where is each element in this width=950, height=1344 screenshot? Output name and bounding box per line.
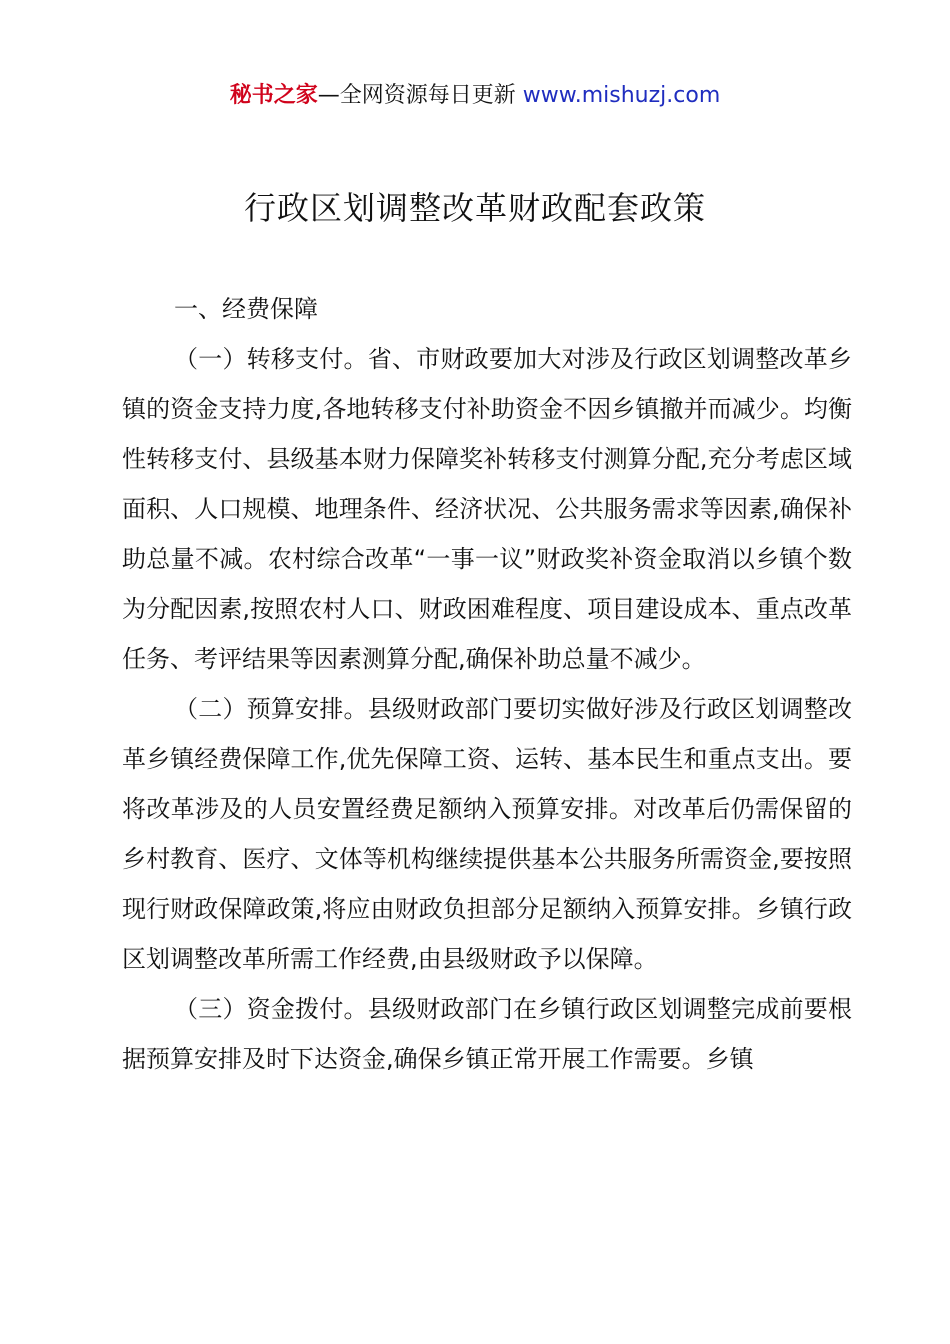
site-brand: 秘书之家: [229, 83, 318, 108]
document-title: 行政区划调整改革财政配套政策: [243, 189, 706, 227]
site-tagline: —全网资源每日更新: [317, 83, 523, 108]
site-url-link[interactable]: www.mishuzj.com: [522, 83, 721, 108]
site-header: [0, 78, 950, 114]
paragraph-budget-arrangement: （二）预算安排。县级财政部门要切实做好涉及行政区划调整改革乡镇经费保障工作,优先保障工资、运转、基本民生和重点支出。要将改革涉及的人员安置经费足额纳入预算安排。对改革后仍需保留的乡村教育、医疗、文体等机构继续提供基本公共服务所需资金,要按照现行财政保障政策,将应由财政负担部分足额纳入预算安排。乡镇行政区划调整改革所需工作经费,由县级财政予以保障。: [122, 695, 852, 973]
section-heading: 一、经费保障: [174, 295, 318, 323]
document-body: [122, 284, 852, 1084]
paragraph-fund-allocation: （三）资金拨付。县级财政部门在乡镇行政区划调整完成前要根据预算安排及时下达资金,确保乡镇正常开展工作需要。乡镇: [122, 995, 852, 1073]
paragraph-transfer-payment: （一）转移支付。省、市财政要加大对涉及行政区划调整改革乡镇的资金支持力度,各地转移支付补助资金不因乡镇撤并而减少。均衡性转移支付、县级基本财力保障奖补转移支付测算分配,充分考虑区域面积、人口规模、地理条件、经济状况、公共服务需求等因素,确保补助总量不减。农村综合改革“一事一议”财政奖补资金取消以乡镇个数为分配因素,按照农村人口、财政困难程度、项目建设成本、重点改革任务、考评结果等因素测算分配,确保补助总量不减少。: [122, 345, 852, 673]
